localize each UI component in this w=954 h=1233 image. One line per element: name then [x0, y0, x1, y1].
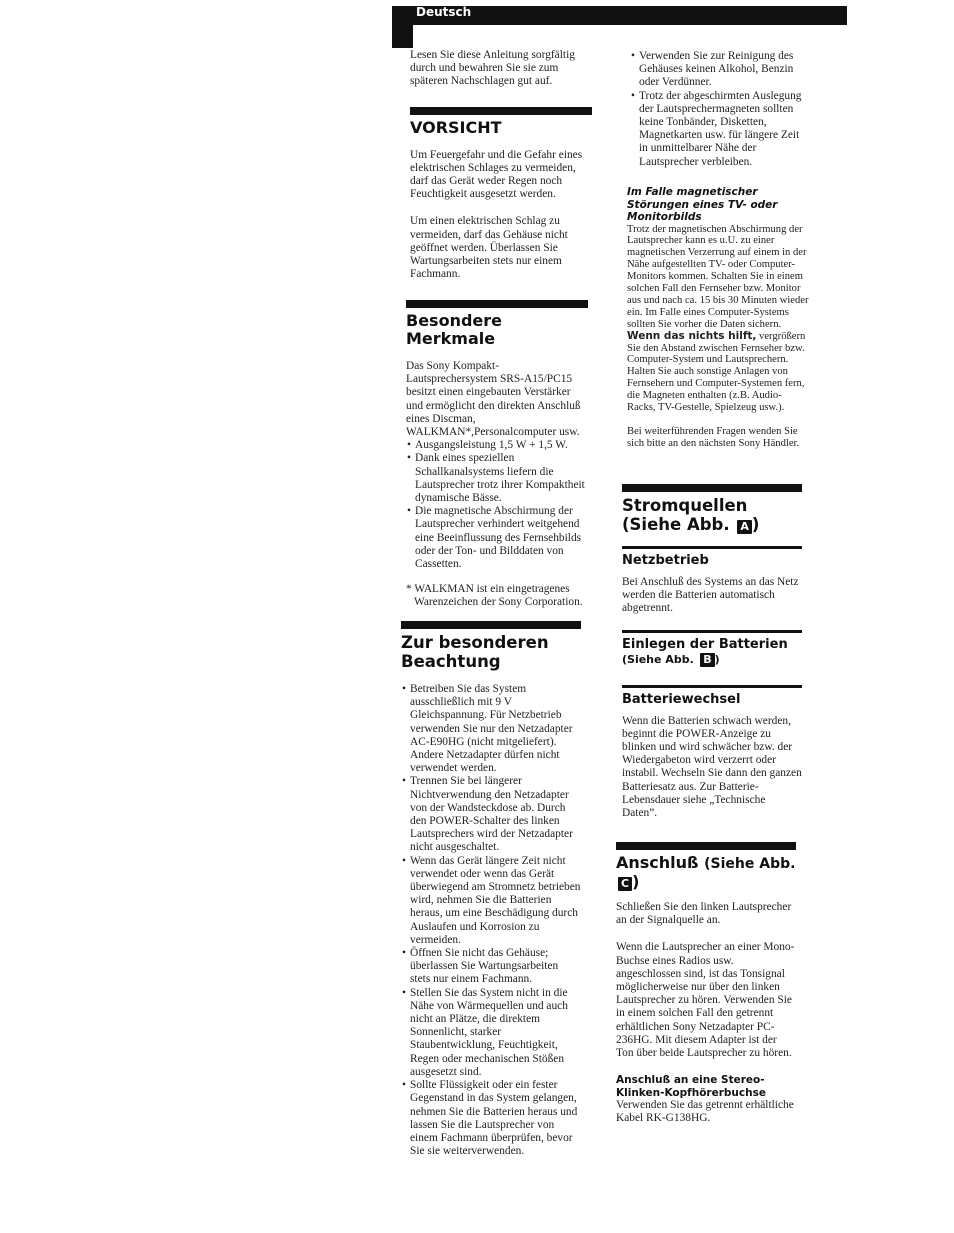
merkmale-paragraph: Das Sony Kompakt-Lautsprechersystem SRS-A15/PC15 besitzt einen eingebauten Verstärker und ermöglicht den direkten Anschluß eines Discman, WALKMAN*,Personalcomputer usw. — [406, 360, 581, 439]
intro-text: Lesen Sie diese Anleitung sorgfältig durch und bewahren Sie sie zum späteren Nachschlagen gut auf. — [410, 49, 575, 88]
list-item: • Öffnen Sie nicht das Gehäuse; überlassen Sie Wartungsarbeiten stets nur einem Fachmann. — [401, 947, 581, 987]
heading-vorsicht: VORSICHT — [410, 117, 502, 137]
anschluss-paragraph-3: Verwenden Sie das getrennt erhältliche Kabel RK-G138HG. — [616, 1099, 794, 1125]
list-item: • Wenn das Gerät längere Zeit nicht verwendet oder wenn das Gerät überwiegend am Stromnetz betrieben wird, nehmen Sie die Batterien heraus, um eine Beschädigung durch Auslaufen und Korrosion zu vermeiden. — [401, 855, 581, 947]
heading-stromquellen — [622, 496, 802, 534]
list-item: • Betreiben Sie das System ausschließlich mit 9 V Gleichspannung. Für Netzbetrieb verwenden Sie nur den Netzadapter AC-E90HG (nicht mitgeliefert). Andere Netzadapter dürfen nicht verwendet werden. — [401, 683, 581, 775]
heading-stereo-klinken: Anschluß an eine Stereo-Klinken-Kopfhörerbuchse — [616, 1074, 766, 1099]
heading-magnetische-stoerungen: Im Falle magnetischer Störungen eines TV- oder Monitorbilds — [627, 186, 778, 223]
heading-anschluss — [616, 854, 796, 891]
heading-einlegen-text: Einlegen der Batterien — [622, 636, 788, 652]
care-list — [630, 50, 808, 169]
section-bar — [410, 107, 592, 115]
stoerungen-paragraph-2 — [627, 331, 809, 414]
batteriewechsel-paragraph: Wenn die Batterien schwach werden, beginnt die POWER-Anzeige zu blinken und wird schwächer bzw. der Wiedergabeton wird verzerrt oder instabil. Wechseln Sie dann den ganzen Batteriesatz aus. Zur Batterie-Lebensdauer siehe „Technische Daten”. — [622, 714, 802, 820]
subsection-rule — [622, 630, 802, 633]
column-2-top — [630, 50, 808, 181]
column-2-stoerungen — [627, 186, 809, 462]
list-item: • Sollte Flüssigkeit oder ein fester Gegenstand in das System gelangen, nehmen Sie die Batterien heraus und lassen Sie die Lautsprecher von einem Fachmann überprüfen, bevor Sie sie weiterverwenden. — [401, 1079, 581, 1158]
subsection-rule — [622, 546, 802, 549]
stoerungen-lead: Wenn das nichts hilft, — [627, 329, 757, 342]
heading-anschluss-ref: (Siehe Abb. — [704, 856, 796, 872]
section-bar — [616, 842, 796, 850]
figure-c-icon: C — [618, 877, 632, 891]
stoerungen-paragraph-3: Bei weiterführenden Fragen wenden Sie sich bitte an den nächsten Sony Händler. — [627, 426, 800, 449]
list-item: • Verwenden Sie zur Reinigung des Gehäuses keinen Alkohol, Benzin oder Verdünner. — [630, 50, 808, 90]
heading-anschluss-text: Anschluß — [616, 853, 699, 872]
heading-einlegen-ref: (Siehe Abb. — [622, 652, 694, 666]
anschluss-paragraph-2: Wenn die Lautsprecher an einer Mono-Buchse eines Radios usw. angeschlossen sind, ist das Tonsignal möglicherweise nur über den linken Lautsprecher zu hören. Verwenden Sie in einem solchen Fall den getrennt erhältlichen Sony Netzadapter PC-236HG. Mit diesem Adapter ist der Ton über beide Lautsprecher zu hören. — [616, 941, 795, 1060]
list-item: • Dank eines speziellen Schallkanalsystems liefern die Lautsprecher trotz ihrer Kompaktheit dynamische Bässe. — [406, 452, 588, 505]
stoerungen-paragraph-1: Trotz der magnetischen Abschirmung der Lautsprecher kann es u.U. zu einer magnetischen Verzerrung auf einem in der Nähe aufgestellten TV- oder Computer-Monitors kommen. Schalten Sie in einem solchen Fall den Fernseher bzw. Monitor aus und nach ca. 15 bis 30 Minuten wieder ein. Im Falle eines Computer-Systems sollten Sie vorher die Daten sichern. — [627, 223, 809, 330]
column-2-stromquellen — [622, 484, 802, 832]
column-1-beachtung — [401, 621, 581, 1170]
heading-besondere-merkmale: Besondere Merkmale — [406, 311, 502, 348]
column-2-anschluss — [616, 842, 796, 1138]
language-label: Deutsch — [416, 5, 472, 19]
list-item: • Trotz der abgeschirmten Auslegung der Lautsprechermagneten sollten keine Tonbänder, Disketten, Magnetkarten usw. für längere Zeit in unmittelbarer Nähe der Lautsprecher verbleiben. — [630, 90, 808, 169]
heading-zur-besonderen-beachtung: Zur besonderen Beachtung — [401, 633, 549, 671]
list-item: • Stellen Sie das System nicht in die Nähe von Wärmequellen und auch nicht an Plätze, die direktem Sonnenlicht, starker Staubentwicklung, Feuchtigkeit, Regen oder mechanischen Stößen ausgesetzt sind. — [401, 987, 581, 1079]
column-1-merkmale — [406, 300, 588, 622]
anschluss-paragraph-1: Schließen Sie den linken Lautsprecher an der Signalquelle an. — [616, 901, 792, 927]
list-item: • Die magnetische Abschirmung der Lautsprecher verhindert weitgehend eine Beeinflussung des Fernsehbilds oder der Ton- und Bilddaten von Cassetten. — [406, 505, 588, 571]
netzbetrieb-paragraph: Bei Anschluß des Systems an das Netz werden die Batterien automatisch abgetrennt. — [622, 576, 799, 615]
column-1-top — [410, 49, 592, 293]
vorsicht-paragraph-1: Um Feuergefahr und die Gefahr eines elektrischen Schlages zu vermeiden, darf das Gerät weder Regen noch Feuchtigkeit ausgesetzt werden. — [410, 148, 583, 201]
merkmale-list — [406, 439, 588, 571]
close-paren: ) — [632, 872, 640, 891]
close-paren: ) — [714, 652, 720, 666]
beachtung-list — [401, 683, 581, 1158]
heading-netzbetrieb: Netzbetrieb — [622, 553, 709, 568]
close-paren: ) — [751, 515, 760, 534]
walkman-note: * WALKMAN ist ein eingetragenes Warenzeichen der Sony Corporation. — [406, 583, 583, 609]
section-bar — [401, 621, 581, 629]
heading-stromquellen-text: Stromquellen — [622, 496, 748, 515]
section-bar — [622, 484, 802, 492]
vorsicht-paragraph-2: Um einen elektrischen Schlag zu vermeiden, darf das Gehäuse nicht geöffnet werden. Überlassen Sie Wartungsarbeiten stets nur einem Fachmann. — [410, 215, 568, 281]
list-item: • Ausgangsleistung 1,5 W + 1,5 W. — [406, 439, 588, 452]
list-item: • Trennen Sie bei längerer Nichtverwendung den Netzadapter von der Wandsteckdose ab. Durch den POWER-Schalter des linken Lautsprechers wird der Netzadapter nicht ausgeschaltet. — [401, 775, 581, 854]
subsection-rule — [622, 685, 802, 688]
stoerungen-text: vergrößern Sie den Abstand zwischen Fernseher bzw. Computer-System und Lautsprechern. Halten Sie auch sonstige Anlagen von Fernsehern und Computer-Systemen fern, die Magneten enthalten (z.B. Audio-Racks, TV-Gestelle, Spielzeug usw.). — [627, 330, 806, 414]
figure-a-icon: A — [737, 520, 752, 534]
heading-einlegen-der-batterien — [622, 637, 802, 667]
heading-stromquellen-ref: (Siehe Abb. — [622, 515, 730, 534]
heading-batteriewechsel: Batteriewechsel — [622, 691, 741, 707]
figure-b-icon: B — [700, 653, 714, 667]
language-header — [392, 6, 847, 25]
section-bar — [406, 300, 588, 308]
